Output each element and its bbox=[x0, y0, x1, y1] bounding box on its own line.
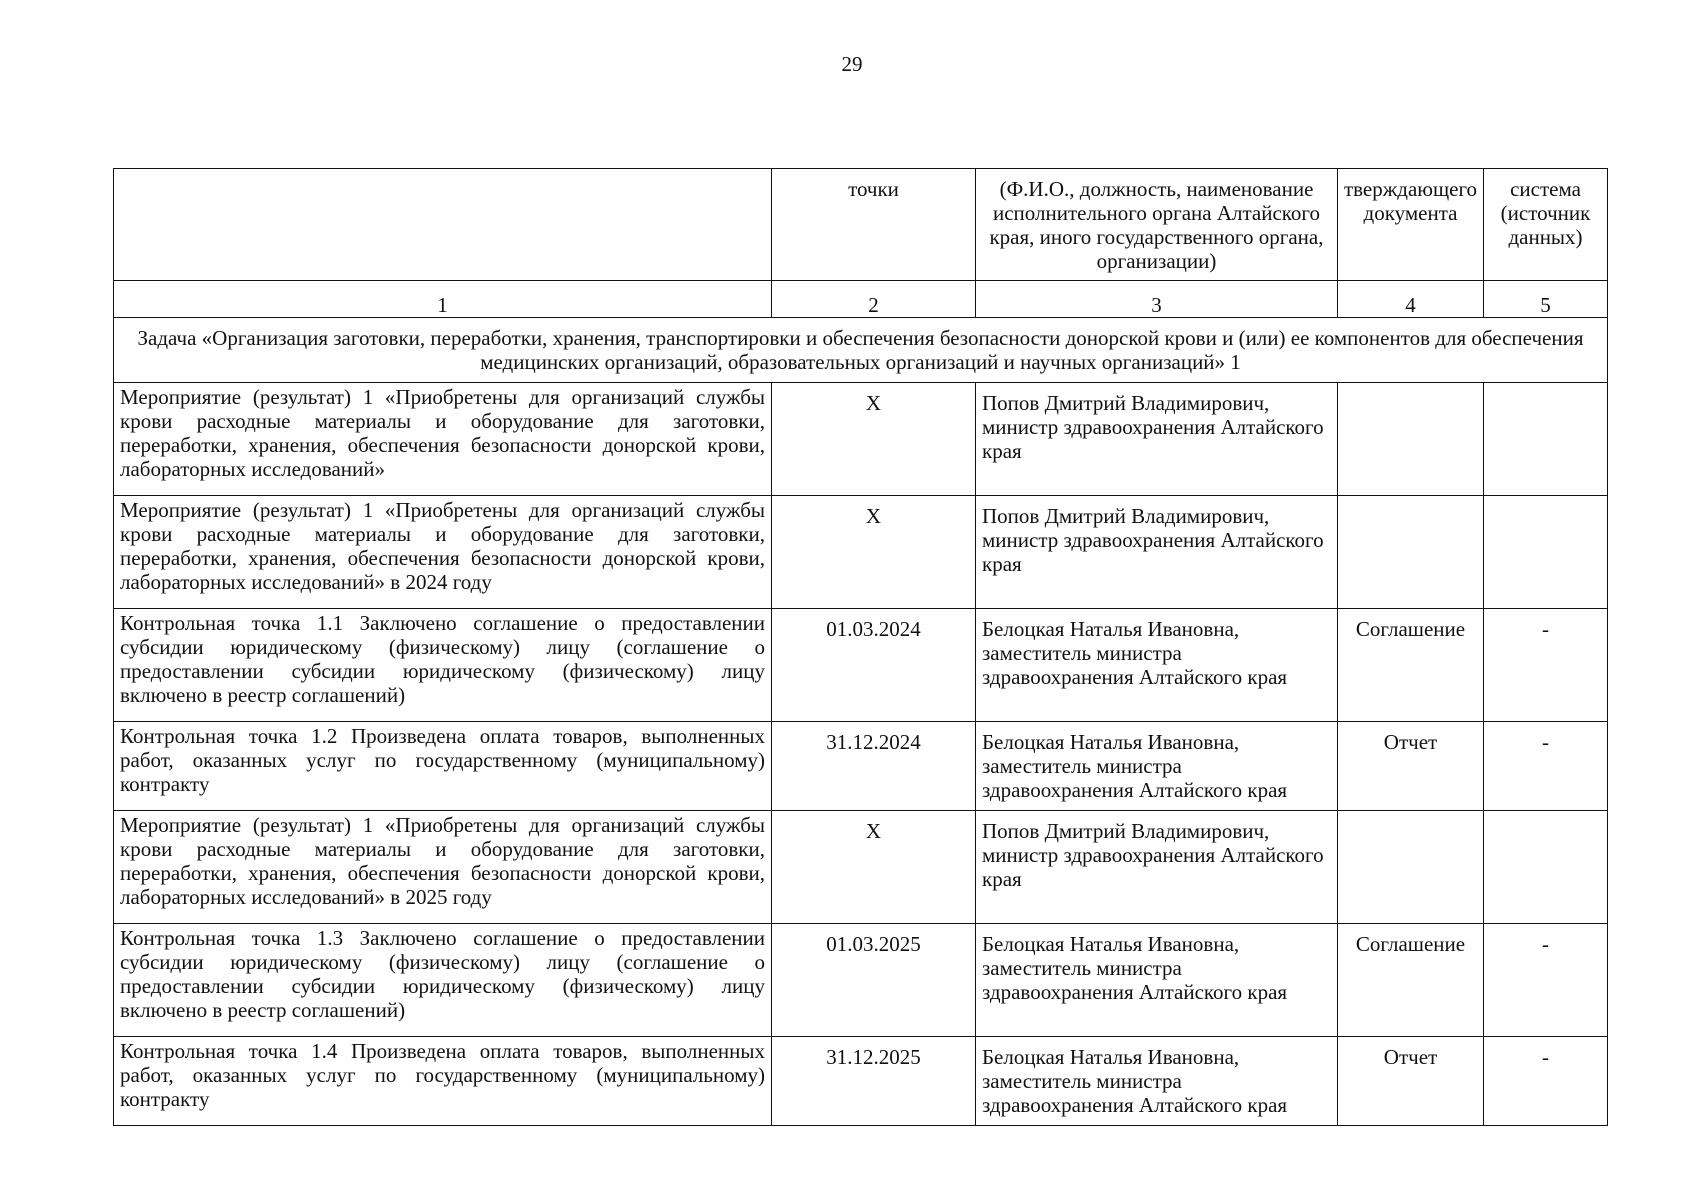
row-responsible: Попов Дмитрий Владимирович, министр здравоохранения Алтайского края bbox=[976, 811, 1338, 924]
task-row bbox=[114, 318, 1608, 383]
table-row bbox=[114, 383, 1608, 496]
row-date: X bbox=[772, 496, 976, 609]
table-header-row bbox=[114, 169, 1608, 281]
row-date: 01.03.2024 bbox=[772, 609, 976, 722]
row-date: 31.12.2024 bbox=[772, 722, 976, 811]
table-row bbox=[114, 496, 1608, 609]
row-date: X bbox=[772, 383, 976, 496]
row-system: - bbox=[1484, 722, 1608, 811]
row-responsible: Попов Дмитрий Владимирович, министр здравоохранения Алтайского края bbox=[976, 496, 1338, 609]
column-number: 3 bbox=[976, 281, 1338, 318]
column-number-row bbox=[114, 281, 1608, 318]
row-system: - bbox=[1484, 1037, 1608, 1126]
row-responsible: Белоцкая Наталья Ивановна, заместитель министра здравоохранения Алтайского края bbox=[976, 609, 1338, 722]
row-date: X bbox=[772, 811, 976, 924]
row-document: Отчет bbox=[1338, 1037, 1484, 1126]
row-document: Отчет bbox=[1338, 722, 1484, 811]
row-system: - bbox=[1484, 924, 1608, 1037]
row-document bbox=[1338, 496, 1484, 609]
row-name: Мероприятие (результат) 1 «Приобретены для организаций службы крови расходные материалы и оборудование для заготовки, переработки, хранения, обеспечения безопасности донорской крови, лабораторных исследований» в 2025 году bbox=[114, 811, 772, 924]
table-row bbox=[114, 811, 1608, 924]
table-row bbox=[114, 722, 1608, 811]
row-system: - bbox=[1484, 609, 1608, 722]
table-row bbox=[114, 1037, 1608, 1126]
column-number: 2 bbox=[772, 281, 976, 318]
row-name: Мероприятие (результат) 1 «Приобретены для организаций службы крови расходные материалы и оборудование для заготовки, переработки, хранения, обеспечения безопасности донорской крови, лабораторных исследований» bbox=[114, 383, 772, 496]
row-name: Контрольная точка 1.2 Произведена оплата товаров, выполненных работ, оказанных услуг по государственному (муниципальному) контракту bbox=[114, 722, 772, 811]
row-document bbox=[1338, 811, 1484, 924]
row-name: Контрольная точка 1.3 Заключено соглашение о предоставлении субсидии юридическому (физическому) лицу (соглашение о предоставлении субсидии юридическому (физическому) лицу включено в реестр соглашений) bbox=[114, 924, 772, 1037]
header-cell-date: точки bbox=[772, 169, 976, 281]
control-points-table bbox=[113, 168, 1608, 1126]
row-document: Соглашение bbox=[1338, 609, 1484, 722]
task-title: Задача «Организация заготовки, переработки, хранения, транспортировки и обеспечения безопасности донорской крови и (или) ее компонентов для обеспечения медицинских организаций, образовательных организаций и научных организаций» 1 bbox=[114, 318, 1608, 383]
column-number: 1 bbox=[114, 281, 772, 318]
table-row bbox=[114, 609, 1608, 722]
row-system bbox=[1484, 383, 1608, 496]
row-document: Соглашение bbox=[1338, 924, 1484, 1037]
row-responsible: Белоцкая Наталья Ивановна, заместитель министра здравоохранения Алтайского края bbox=[976, 722, 1338, 811]
row-name: Контрольная точка 1.4 Произведена оплата товаров, выполненных работ, оказанных услуг по государственному (муниципальному) контракту bbox=[114, 1037, 772, 1126]
row-date: 31.12.2025 bbox=[772, 1037, 976, 1126]
row-system bbox=[1484, 811, 1608, 924]
column-number: 5 bbox=[1484, 281, 1608, 318]
row-name: Контрольная точка 1.1 Заключено соглашение о предоставлении субсидии юридическому (физическому) лицу (соглашение о предоставлении субсидии юридическому (физическому) лицу включено в реестр соглашений) bbox=[114, 609, 772, 722]
header-cell-name bbox=[114, 169, 772, 281]
row-system bbox=[1484, 496, 1608, 609]
row-date: 01.03.2025 bbox=[772, 924, 976, 1037]
header-cell-system: система (источник данных) bbox=[1484, 169, 1608, 281]
table-row bbox=[114, 924, 1608, 1037]
page-number: 29 bbox=[841, 52, 863, 76]
header-cell-responsible: (Ф.И.О., должность, наименование исполнительного органа Алтайского края, иного государственного органа, организации) bbox=[976, 169, 1338, 281]
row-document bbox=[1338, 383, 1484, 496]
row-name: Мероприятие (результат) 1 «Приобретены для организаций службы крови расходные материалы и оборудование для заготовки, переработки, хранения, обеспечения безопасности донорской крови, лабораторных исследований» в 2024 году bbox=[114, 496, 772, 609]
header-cell-document: тверждающего документа bbox=[1338, 169, 1484, 281]
column-number: 4 bbox=[1338, 281, 1484, 318]
row-responsible: Белоцкая Наталья Ивановна, заместитель министра здравоохранения Алтайского края bbox=[976, 924, 1338, 1037]
row-responsible: Белоцкая Наталья Ивановна, заместитель министра здравоохранения Алтайского края bbox=[976, 1037, 1338, 1126]
row-responsible: Попов Дмитрий Владимирович, министр здравоохранения Алтайского края bbox=[976, 383, 1338, 496]
